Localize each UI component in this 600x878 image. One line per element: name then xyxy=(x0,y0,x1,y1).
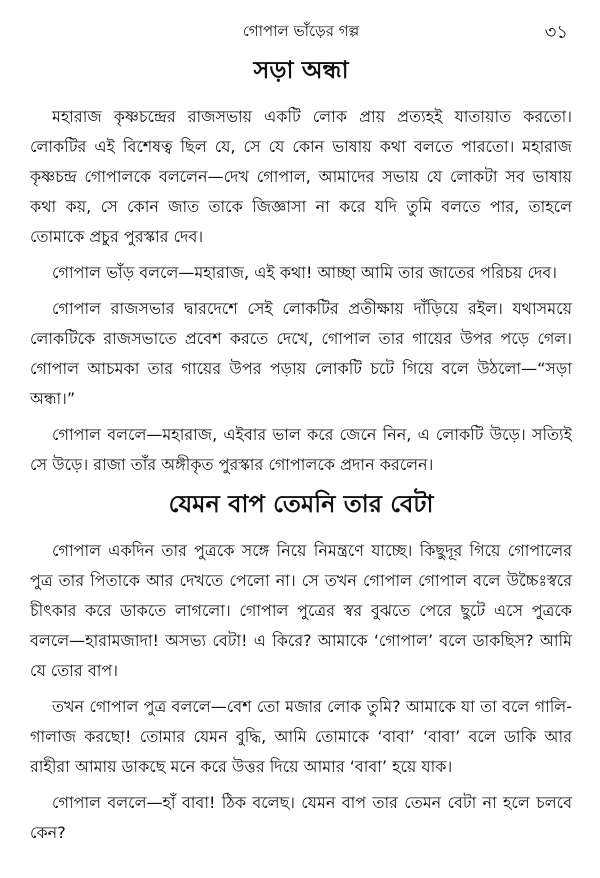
story-paragraph: গোপাল ভাঁড় বললে—মহারাজ, এই কথা! আচ্ছা আমি তার জাতের পরিচয় দেব। xyxy=(52,263,557,282)
story-paragraph: গোপাল একদিন তার পুত্রকে সঙ্গে নিয়ে নিমন্ত্রণে যাচ্ছে। কিছুদূর গিয়ে গোপালের পুত্র তার পিতাকে আর দেখতে পেলো না। সে তখন গোপাল গোপাল বলে উচ্চৈঃস্বরে চীৎকার করে ডাকতে লাগলো। গোপাল পুত্রের স্বর বুঝতে পেরে ছুটে এসে পুত্রকে বললে—হারামজাদা! অসভ্য বেটা! এ কিরে? আমাকে ‘গোপাল’ বলে ডাকছিস? আমি যে তোর বাপ। xyxy=(30,541,572,680)
story-paragraph: তখন গোপাল পুত্র বললে—বেশ তো মজার লোক তুমি? আমাকে যা তা বলে গালি-গালাজ করছো! তোমার যেমন বুদ্ধি, আমি তোমাকে ‘বাবা’ ‘বাবা’ বলে ডাকি আর রাহীরা আমায় ডাকছে মনে করে উত্তর দিয়ে আমার ‘বাবা’ হয়ে যাক। xyxy=(30,697,572,776)
story-paragraph: মহারাজ কৃষ্ণচন্দ্রের রাজসভায় একটি লোক প্রায় প্রত্যহই যাতায়াত করতো। লোকটির এই বিশেষত্ব ছিল যে, সে যে কোন ভাষায় কথা বলতে পারতো। মহারাজ কৃষ্ণচন্দ্র গোপালকে বললেন—দেখ গোপাল, আমাদের সভায় যে লোকটা সব ভাষায় কথা কয়, সে কোন জাত তাকে জিজ্ঞাসা না করে যদি তুমি বলতে পার, তাহলে তোমাকে প্রচুর পুরস্কার দেব। xyxy=(30,107,572,246)
story-paragraph: গোপাল বললে—মহারাজ, এইবার ভাল করে জেনে নিন, এ লোকটি উড়ে। সত্যিই সে উড়ে। রাজা তাঁর অঙ্গীকৃত পুরস্কার গোপালকে প্রদান করলেন। xyxy=(30,425,572,474)
story-paragraph: গোপাল বললে—হাঁ বাবা! ঠিক বলেছ। যেমন বাপ তার তেমন বেটা না হলে চলবে কেন? xyxy=(30,793,572,842)
page-number: ৩১ xyxy=(544,22,568,43)
story-paragraph: গোপাল রাজসভার দ্বারদেশে সেই লোকটির প্রতীক্ষায় দাঁড়িয়ে রইল। যথাসময়ে লোকটিকে রাজসভাতে প্রবেশ করতে দেখে, গোপাল তার গায়ের উপর পড়ে গেল। গোপাল আচমকা তার গায়ের উপর পড়ায় লোকটি চটে গিয়ে বলে উঠলো—“সড়া অন্ধা।” xyxy=(30,299,572,408)
story-jemon-bap-temni-beta xyxy=(30,486,572,848)
story-title: সড়া অন্ধা xyxy=(253,56,349,84)
story-title: যেমন বাপ তেমনি তার বেটা xyxy=(168,490,434,518)
running-header xyxy=(30,8,572,48)
story-sora-andha xyxy=(30,52,572,480)
running-title: গোপাল ভাঁড়ের গল্প xyxy=(242,22,360,40)
